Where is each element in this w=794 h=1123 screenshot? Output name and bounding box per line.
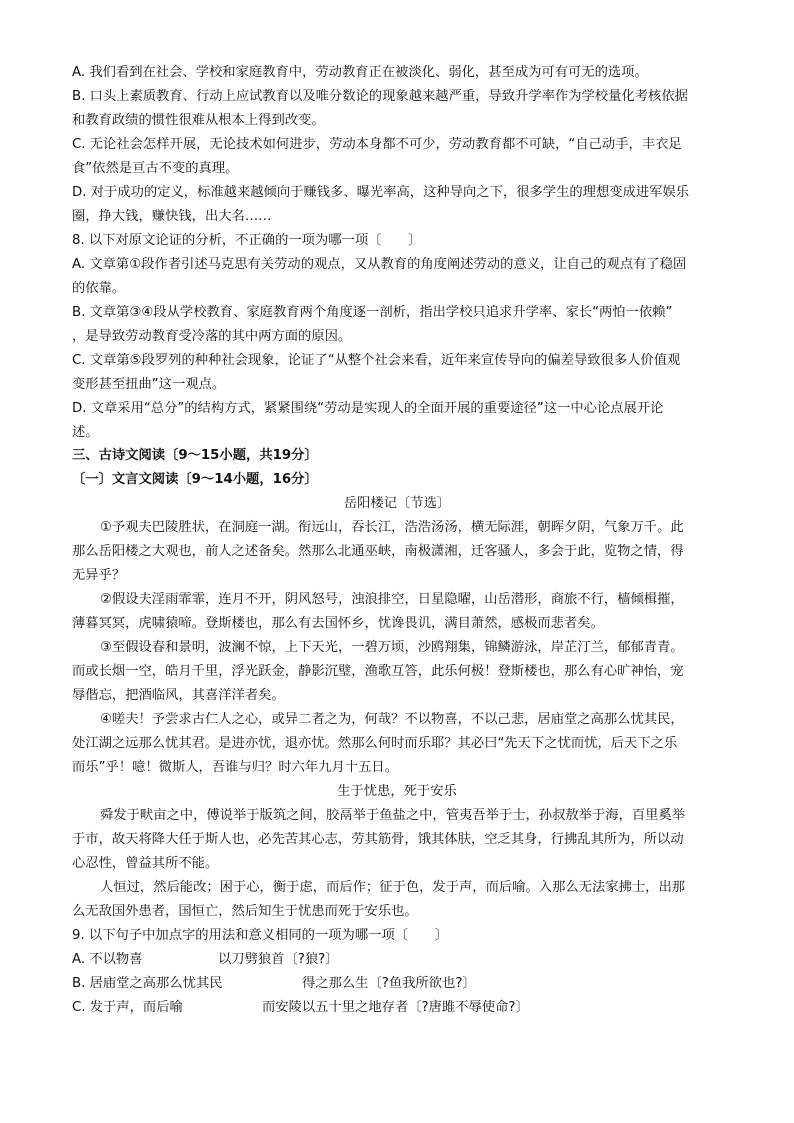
q9-stem: 9. 以下句子中加点字的用法和意义相同的一项为哪一项〔 〕: [72, 928, 448, 943]
q8-option-d-line1: D. 文章采用“总分”的结构方式，紧紧围绕“劳动是实现人的全面开展的重要途径”这一中心论点展开论: [72, 401, 664, 416]
passage2-p1-line3: 心忍性，曾益其所不能。: [72, 856, 219, 871]
passage1-p4-line1: ④嗟夫！予尝求古仁人之心，或异二者之为，何哉？不以物喜，不以己悲，居庙堂之高那么忧其民，: [100, 712, 684, 727]
q7-option-b-line1: B. 口头上素质教育、行动上应试教育以及唯分数论的现象越来越严重，导致升学率作为学校量化考核依据: [72, 89, 688, 104]
q8-option-c-line2: 变形甚至扭曲”这一观点。: [72, 377, 226, 392]
q7-option-c-line1: C. 无论社会怎样开展，无论技术如何进步，劳动本身都不可少，劳动教育都不可缺，“自己动手，丰衣足: [72, 137, 682, 152]
q9-option-b-left: B. 居庙堂之高那么忧其民: [72, 976, 223, 991]
passage1-title: 岳阳楼记〔节选〕: [343, 496, 451, 511]
passage2-p1-line1: 舜发于畎亩之中，傅说举于版筑之间，胶鬲举于鱼盐之中，管夷吾举于士，孙叔敖举于海，百里奚举: [100, 808, 686, 823]
q7-option-d-line2: 圈，挣大钱，赚快钱，出大名……: [72, 209, 272, 224]
q7-option-d-line1: D. 对于成功的定义，标准越来越倾向于赚钱多、曝光率高，这种导向之下，很多学生的理想变成进军娱乐: [72, 185, 690, 200]
subsection-title: 〔一〕文言文阅读〔9～14小题，16分〕: [72, 472, 318, 487]
passage1-p4-line2: 处江湖之远那么忧其君。是进亦忧，退亦忧。然那么何时而乐耶？其必曰“先天下之忧而忧，后天下之乐: [72, 736, 678, 751]
q9-option-a-left: A. 不以物喜: [72, 952, 143, 967]
passage1-p2-line1: ②假设夫淫雨霏霏，连月不开，阴风怒号，浊浪排空，日星隐曜，山岳潜形，商旅不行，樯倾楫摧，: [100, 592, 684, 607]
q9-option-c-left: C. 发于声，而后喻: [72, 1000, 183, 1015]
passage1-p2-line2: 薄暮冥冥，虎啸猿啼。登斯楼也，那么有去国怀乡，忧谗畏讥，满目萧然，感极而悲者矣。: [72, 616, 604, 631]
passage2-p2-line1: 人恒过，然后能改；困于心，衡于虑，而后作；征于色，发于声，而后喻。入那么无法家拂士，出那: [100, 880, 686, 895]
q8-option-a-line2: 的依靠。: [72, 281, 126, 296]
q7-option-b-line2: 和教育政绩的惯性很难从根本上得到改变。: [72, 113, 325, 128]
passage1-p4-line3: 而乐”乎！噫！微斯人，吾谁与归？时六年九月十五日。: [72, 760, 399, 775]
q9-option-c-right: 而安陵以五十里之地存者〔?唐雎不辱使命?〕: [262, 1000, 529, 1015]
passage2-p2-line2: 么无敌国外患者，国恒亡，然后知生于忧患而死于安乐也。: [72, 904, 418, 919]
q8-option-b-line2: ，是导致劳动教育受冷落的其中两方面的原因。: [72, 329, 352, 344]
passage2-p1-line2: 于市，故天将降大任于斯人也，必先苦其心志，劳其筋骨，饿其体肤，空乏其身，行拂乱其所为，所以动: [72, 832, 684, 847]
section-title: 三、古诗文阅读〔9～15小题，共19分〕: [72, 448, 318, 463]
q8-option-a-line1: A. 文章第①段作者引述马克思有关劳动的观点，又从教育的角度阐述劳动的意义，让自己的观点有了稳固: [72, 257, 687, 272]
q8-option-c-line1: C. 文章第⑤段罗列的种种社会现象，论证了“从整个社会来看，近年来宣传导向的偏差导致很多人价值观: [72, 353, 681, 368]
passage1-p3-line2: 而或长烟一空，皓月千里，浮光跃金，静影沉璧，渔歌互答，此乐何极！登斯楼也，那么有心旷神怡，宠: [72, 664, 684, 679]
q9-option-b-right: 得之那么生〔?鱼我所欲也?〕: [302, 976, 476, 991]
q7-option-c-line2: 食”依然是亘古不变的真理。: [72, 161, 239, 176]
q9-option-a-right: 以刀劈狼首〔?狼?〕: [218, 952, 339, 967]
passage2-title: 生于忧患，死于安乐: [337, 784, 457, 799]
passage1-p1-line3: 无异乎？: [72, 568, 126, 583]
q8-option-b-line1: B. 文章第③④段从学校教育、家庭教育两个角度逐一剖析，指出学校只追求升学率、家长“两怕一依赖”: [72, 305, 673, 320]
passage1-p3-line3: 辱偕忘，把酒临风，其喜洋洋者矣。: [72, 688, 285, 703]
passage1-p3-line1: ③至假设春和景明，波澜不惊，上下天光，一碧万顷，沙鸥翔集，锦鳞游泳，岸芷汀兰，郁郁青青。: [100, 640, 684, 655]
passage1-p1-line2: 那么岳阳楼之大观也，前人之述备矣。然那么北通巫峡，南极潇湘，迁客骚人，多会于此，览物之情，得: [72, 544, 684, 559]
q7-option-a: A. 我们看到在社会、学校和家庭教育中，劳动教育正在被淡化、弱化，甚至成为可有可无的选项。: [72, 65, 648, 80]
q8-option-d-line2: 述。: [72, 425, 99, 440]
passage1-p1-line1: ①予观夫巴陵胜状，在洞庭一湖。衔远山，吞长江，浩浩汤汤，横无际涯，朝晖夕阴，气象万千。此: [100, 520, 684, 535]
q8-stem: 8. 以下对原文论证的分析，不正确的一项为哪一项〔 〕: [72, 233, 422, 248]
